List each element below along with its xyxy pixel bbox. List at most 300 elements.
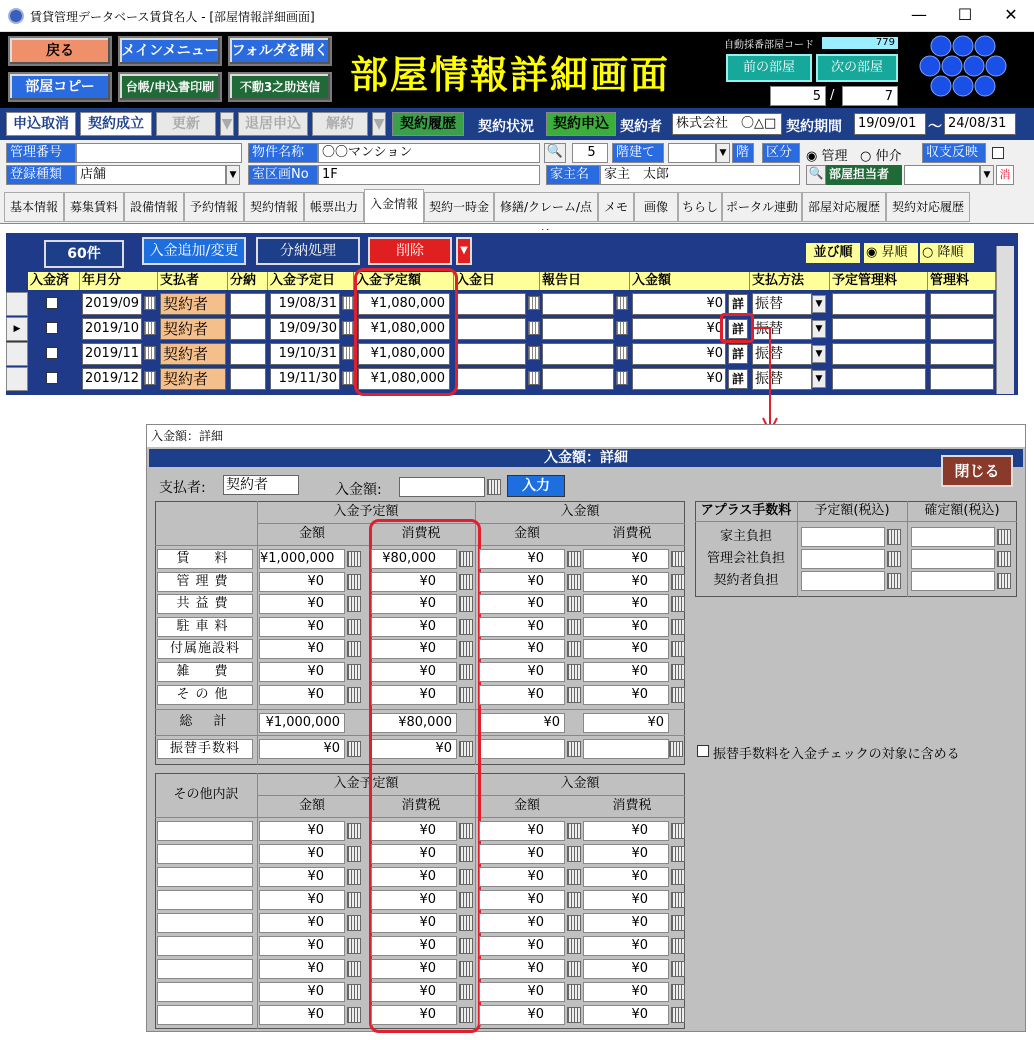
calculator-icon[interactable]	[459, 846, 473, 862]
calendar-icon[interactable]	[616, 346, 628, 360]
search-icon[interactable]: 🔍	[806, 165, 826, 185]
paid-amount[interactable]: ¥0	[632, 368, 726, 390]
calendar-icon[interactable]	[342, 346, 354, 360]
amount-field[interactable]: ¥0	[479, 594, 565, 614]
calendar-icon[interactable]	[144, 346, 156, 360]
calculator-icon[interactable]	[459, 574, 473, 590]
amount-field[interactable]: ¥0	[583, 572, 669, 592]
calculator-icon[interactable]	[671, 938, 685, 954]
split-cell[interactable]	[230, 343, 266, 365]
calculator-icon[interactable]	[347, 961, 361, 977]
tab-payment[interactable]: 入金情報	[364, 189, 424, 223]
due-date[interactable]: 19/08/31	[270, 293, 340, 315]
calendar-icon[interactable]	[144, 296, 156, 310]
radio-manage[interactable]: ◉ 管理	[806, 149, 848, 164]
report-date[interactable]	[542, 343, 614, 365]
payment-method[interactable]: 振替	[752, 318, 812, 340]
calculator-icon[interactable]	[671, 961, 685, 977]
amount-field[interactable]: ¥0	[259, 662, 345, 682]
amount-field[interactable]: ¥0	[479, 549, 565, 569]
calculator-icon[interactable]	[997, 573, 1011, 589]
planned-fee[interactable]	[832, 368, 926, 390]
calculator-icon[interactable]	[347, 984, 361, 1000]
calculator-icon[interactable]	[347, 823, 361, 839]
amount-field[interactable]: ¥0	[259, 867, 345, 887]
amount-field[interactable]: ¥0	[583, 594, 669, 614]
open-folder-button[interactable]: フォルダを開く	[228, 36, 332, 66]
calculator-icon[interactable]	[347, 741, 361, 757]
amount-field[interactable]: ¥0	[479, 867, 565, 887]
paid-date[interactable]	[456, 343, 526, 365]
calculator-icon[interactable]	[459, 915, 473, 931]
calendar-icon[interactable]	[528, 321, 540, 335]
calculator-icon[interactable]	[347, 869, 361, 885]
calendar-icon[interactable]	[144, 321, 156, 335]
calculator-icon[interactable]	[567, 915, 581, 931]
calculator-icon[interactable]	[671, 551, 685, 567]
amount-field[interactable]: ¥0	[583, 913, 669, 933]
split-cell[interactable]	[230, 368, 266, 390]
calendar-icon[interactable]	[616, 296, 628, 310]
tab-room-history[interactable]: 部屋対応履歴	[802, 192, 886, 222]
chevron-down-icon[interactable]: ▼	[812, 320, 826, 338]
aplus-fixed-field[interactable]	[911, 549, 995, 569]
chevron-down-icon[interactable]: ▼	[226, 165, 240, 185]
input-button[interactable]: 入力	[507, 475, 565, 497]
split-cell[interactable]	[230, 293, 266, 315]
fee[interactable]	[930, 343, 994, 365]
calculator-icon[interactable]	[671, 619, 685, 635]
amount-field[interactable]: ¥0	[583, 982, 669, 1002]
amount-field[interactable]: ¥0	[479, 662, 565, 682]
amount-field[interactable]: ¥0	[371, 662, 457, 682]
room-no-input[interactable]: 1F	[318, 165, 540, 185]
calculator-icon[interactable]	[347, 915, 361, 931]
fee-paid-tax[interactable]	[583, 739, 669, 759]
fee[interactable]	[930, 293, 994, 315]
planned-fee[interactable]	[832, 343, 926, 365]
amount-field[interactable]: ¥0	[583, 821, 669, 841]
contract-history-button[interactable]: 契約履歴	[392, 112, 464, 136]
calculator-icon[interactable]	[347, 596, 361, 612]
year-month[interactable]: 2019/11	[82, 343, 142, 365]
other-name-field[interactable]	[157, 890, 253, 910]
calculator-icon[interactable]	[567, 869, 581, 885]
amount-input[interactable]	[399, 477, 485, 497]
calculator-icon[interactable]	[997, 551, 1011, 567]
amount-field[interactable]: ¥0	[371, 594, 457, 614]
other-name-field[interactable]	[157, 821, 253, 841]
calculator-icon[interactable]	[347, 687, 361, 703]
split-cell[interactable]	[230, 318, 266, 340]
calculator-icon[interactable]	[459, 938, 473, 954]
calculator-icon[interactable]	[567, 892, 581, 908]
close-window-button[interactable]: ✕	[1004, 5, 1018, 24]
payment-method[interactable]: 振替	[752, 368, 812, 390]
fee[interactable]	[930, 318, 994, 340]
amount-field[interactable]: ¥1,000,000	[259, 549, 345, 569]
detail-button[interactable]: 詳	[728, 344, 748, 364]
amount-field[interactable]: ¥0	[259, 639, 345, 659]
amount-field[interactable]: ¥0	[371, 685, 457, 705]
amount-field[interactable]: ¥0	[371, 617, 457, 637]
floor-select[interactable]	[668, 143, 716, 163]
calendar-icon[interactable]	[144, 371, 156, 385]
tab-memo[interactable]: メモ	[598, 192, 634, 222]
year-month[interactable]: 2019/12	[82, 368, 142, 390]
planned-amount[interactable]: ¥1,080,000	[358, 318, 450, 340]
tab-images[interactable]: 画像	[634, 192, 678, 222]
payment-method[interactable]: 振替	[752, 343, 812, 365]
due-date[interactable]: 19/09/30	[270, 318, 340, 340]
update-button[interactable]: 更新	[156, 112, 216, 136]
payment-method[interactable]: 振替	[752, 293, 812, 315]
detail-button[interactable]: 詳	[728, 319, 748, 339]
staff-select[interactable]	[904, 165, 980, 185]
calculator-icon[interactable]	[459, 984, 473, 1000]
update-dropdown-icon[interactable]: ▼	[220, 112, 234, 136]
sort-asc-radio[interactable]: ◉ 昇順	[864, 243, 918, 263]
aplus-plan-field[interactable]	[801, 571, 885, 591]
floors-input[interactable]: 5	[572, 143, 608, 163]
amount-field[interactable]: ¥0	[479, 685, 565, 705]
calculator-icon[interactable]	[567, 664, 581, 680]
tab-contract-history[interactable]: 契約対応履歴	[886, 192, 970, 222]
paid-date[interactable]	[456, 318, 526, 340]
row-selector[interactable]	[6, 292, 28, 316]
paid-checkbox[interactable]	[46, 372, 58, 384]
year-month[interactable]: 2019/10	[82, 318, 142, 340]
cancel-contract-button[interactable]: 解約	[312, 112, 368, 136]
calculator-icon[interactable]	[567, 984, 581, 1000]
calculator-icon[interactable]	[459, 619, 473, 635]
tab-equipment[interactable]: 設備情報	[124, 192, 184, 222]
chevron-down-icon[interactable]: ▼	[980, 165, 994, 185]
search-icon[interactable]: 🔍	[544, 143, 566, 163]
maximize-button[interactable]: ☐	[957, 5, 973, 24]
calendar-icon[interactable]	[528, 346, 540, 360]
calculator-icon[interactable]	[671, 892, 685, 908]
amount-field[interactable]: ¥0	[479, 617, 565, 637]
amount-field[interactable]: ¥0	[371, 959, 457, 979]
calculator-icon[interactable]	[567, 619, 581, 635]
copy-room-button[interactable]: 部屋コピー	[8, 72, 112, 102]
amount-field[interactable]: ¥0	[259, 959, 345, 979]
tab-basic[interactable]: 基本情報	[4, 192, 64, 222]
calculator-icon[interactable]	[567, 574, 581, 590]
paid-amount[interactable]: ¥0	[632, 343, 726, 365]
owner-input[interactable]: 家主 太郎	[600, 165, 800, 185]
amount-field[interactable]: ¥0	[479, 1005, 565, 1025]
calculator-icon[interactable]	[671, 664, 685, 680]
amount-field[interactable]: ¥0	[583, 959, 669, 979]
amount-field[interactable]: ¥0	[371, 867, 457, 887]
aplus-fixed-field[interactable]	[911, 527, 995, 547]
calculator-icon[interactable]	[567, 641, 581, 657]
calculator-icon[interactable]	[567, 961, 581, 977]
aplus-plan-field[interactable]	[801, 527, 885, 547]
calculator-icon[interactable]	[671, 869, 685, 885]
amount-field[interactable]: ¥0	[371, 890, 457, 910]
row-selector[interactable]	[6, 367, 28, 391]
amount-field[interactable]: ¥0	[479, 639, 565, 659]
amount-field[interactable]: ¥0	[583, 549, 669, 569]
split-button[interactable]: 分納処理	[256, 237, 360, 265]
calendar-icon[interactable]	[342, 321, 354, 335]
report-date[interactable]	[542, 318, 614, 340]
amount-field[interactable]: ¥0	[259, 1005, 345, 1025]
aplus-fixed-field[interactable]	[911, 571, 995, 591]
chevron-down-icon[interactable]: ▼	[812, 370, 826, 388]
calendar-icon[interactable]	[616, 371, 628, 385]
planned-amount[interactable]: ¥1,080,000	[358, 368, 450, 390]
amount-field[interactable]: ¥0	[259, 890, 345, 910]
calculator-icon[interactable]	[487, 479, 501, 495]
paid-amount[interactable]: ¥0	[632, 293, 726, 315]
tab-rent[interactable]: 募集賃料	[64, 192, 124, 222]
planned-fee[interactable]	[832, 293, 926, 315]
calculator-icon[interactable]	[671, 596, 685, 612]
amount-field[interactable]: ¥0	[583, 639, 669, 659]
tab-forms[interactable]: 帳票出力	[304, 192, 364, 222]
main-menu-button[interactable]: メインメニュー	[118, 36, 222, 66]
calculator-icon[interactable]	[671, 1007, 685, 1023]
chevron-down-icon[interactable]: ▼	[812, 345, 826, 363]
amount-field[interactable]: ¥0	[371, 639, 457, 659]
report-date[interactable]	[542, 293, 614, 315]
amount-field[interactable]: ¥0	[479, 936, 565, 956]
add-change-button[interactable]: 入金追加/変更	[142, 237, 246, 265]
tab-reservation[interactable]: 予約情報	[184, 192, 244, 222]
mgmt-no-input[interactable]	[76, 143, 242, 163]
amount-field[interactable]: ¥0	[479, 959, 565, 979]
due-date[interactable]: 19/10/31	[270, 343, 340, 365]
report-date[interactable]	[542, 368, 614, 390]
amount-field[interactable]: ¥80,000	[371, 549, 457, 569]
calculator-icon[interactable]	[567, 741, 581, 757]
planned-amount[interactable]: ¥1,080,000	[358, 343, 450, 365]
calendar-icon[interactable]	[342, 371, 354, 385]
calculator-icon[interactable]	[671, 823, 685, 839]
amount-field[interactable]: ¥0	[479, 844, 565, 864]
calculator-icon[interactable]	[887, 529, 901, 545]
calculator-icon[interactable]	[347, 846, 361, 862]
calculator-icon[interactable]	[347, 641, 361, 657]
tab-deposit[interactable]: 契約一時金	[424, 192, 494, 222]
tab-portal[interactable]: ポータル連動	[722, 192, 802, 222]
amount-field[interactable]: ¥0	[371, 1005, 457, 1025]
amount-field[interactable]: ¥0	[371, 844, 457, 864]
detail-button[interactable]: 詳	[728, 294, 748, 314]
paid-checkbox[interactable]	[46, 297, 58, 309]
sort-desc-radio[interactable]: ○ 降順	[920, 243, 974, 263]
amount-field[interactable]: ¥0	[259, 617, 345, 637]
calculator-icon[interactable]	[567, 938, 581, 954]
calculator-icon[interactable]	[347, 938, 361, 954]
calculator-icon[interactable]	[347, 664, 361, 680]
calculator-icon[interactable]	[567, 823, 581, 839]
col-amount: 金額	[513, 526, 540, 541]
amount-field[interactable]: ¥0	[583, 662, 669, 682]
amount-field[interactable]: ¥0	[583, 617, 669, 637]
amount-field[interactable]: ¥0	[583, 844, 669, 864]
year-month[interactable]: 2019/09	[82, 293, 142, 315]
calculator-icon[interactable]	[459, 869, 473, 885]
paid-checkbox[interactable]	[46, 347, 58, 359]
calculator-icon[interactable]	[459, 641, 473, 657]
planned-amount[interactable]: ¥1,080,000	[358, 293, 450, 315]
other-name-field[interactable]	[157, 867, 253, 887]
calculator-icon[interactable]	[459, 892, 473, 908]
chevron-down-icon[interactable]: ▼	[812, 295, 826, 313]
calculator-icon[interactable]	[459, 687, 473, 703]
amount-field[interactable]: ¥0	[371, 913, 457, 933]
detail-button[interactable]: 詳	[728, 369, 748, 389]
calculator-icon[interactable]	[671, 574, 685, 590]
amount-field[interactable]: ¥0	[371, 572, 457, 592]
calculator-icon[interactable]	[459, 596, 473, 612]
calculator-icon[interactable]	[459, 823, 473, 839]
radio-broker[interactable]: ○ 仲介	[860, 149, 902, 164]
amount-field[interactable]: ¥0	[583, 1005, 669, 1025]
other-name-field[interactable]	[157, 936, 253, 956]
delete-dropdown-icon[interactable]: ▼	[456, 237, 472, 265]
minimize-button[interactable]: —	[911, 5, 927, 24]
amount-field[interactable]: ¥0	[259, 844, 345, 864]
calculator-icon[interactable]	[459, 664, 473, 680]
amount-field[interactable]: ¥0	[259, 594, 345, 614]
close-button[interactable]: 閉じる	[941, 455, 1013, 487]
amount-field[interactable]: ¥0	[583, 936, 669, 956]
calculator-icon[interactable]	[567, 551, 581, 567]
delete-button[interactable]: 削除	[368, 237, 452, 265]
dialog-title: 入金額：詳細	[147, 425, 1025, 447]
cancel-application-button[interactable]: 申込取消	[6, 112, 76, 136]
calculator-icon[interactable]	[669, 741, 683, 757]
amount-field[interactable]: ¥0	[583, 685, 669, 705]
calculator-icon[interactable]	[567, 846, 581, 862]
calculator-icon[interactable]	[347, 1007, 361, 1023]
fee[interactable]	[930, 368, 994, 390]
aplus-row-label: 家主負担	[719, 529, 772, 544]
calculator-icon[interactable]	[887, 573, 901, 589]
calendar-icon[interactable]	[342, 296, 354, 310]
calculator-icon[interactable]	[347, 619, 361, 635]
paid-checkbox[interactable]	[46, 322, 58, 334]
chevron-down-icon[interactable]: ▼	[716, 143, 730, 163]
tab-repair[interactable]: 修繕/クレーム/点	[494, 192, 598, 222]
amount-field[interactable]: ¥0	[371, 821, 457, 841]
fee-paid[interactable]	[479, 739, 565, 759]
amount-field[interactable]: ¥0	[259, 913, 345, 933]
amount-field[interactable]: ¥0	[259, 936, 345, 956]
calculator-icon[interactable]	[671, 915, 685, 931]
amount-field[interactable]: ¥0	[479, 572, 565, 592]
calculator-icon[interactable]	[459, 961, 473, 977]
fee-check-checkbox[interactable]	[697, 745, 709, 757]
calculator-icon[interactable]	[671, 846, 685, 862]
reg-type-select[interactable]: 店舗	[76, 165, 226, 185]
contract-done-button[interactable]: 契約成立	[80, 112, 152, 136]
col-header: 支払方法	[750, 272, 830, 290]
calculator-icon[interactable]	[567, 1007, 581, 1023]
calculator-icon[interactable]	[567, 596, 581, 612]
calculator-icon[interactable]	[567, 687, 581, 703]
calculator-icon[interactable]	[671, 984, 685, 1000]
calculator-icon[interactable]	[459, 1007, 473, 1023]
auto-code-value: 779	[822, 37, 898, 49]
calculator-icon[interactable]	[671, 687, 685, 703]
amount-field[interactable]: ¥0	[371, 982, 457, 1002]
aplus-plan-field[interactable]	[801, 549, 885, 569]
tab-flyer[interactable]: ちらし	[678, 192, 722, 222]
cancel-dropdown-icon[interactable]: ▼	[372, 112, 386, 136]
col-tax: 消費税	[612, 526, 652, 541]
amount-field[interactable]: ¥0	[479, 821, 565, 841]
print-ledger-button[interactable]: 台帳/申込書印刷	[118, 72, 222, 102]
calculator-icon[interactable]	[887, 551, 901, 567]
move-out-button[interactable]: 退居申込	[238, 112, 308, 136]
other-name-field[interactable]	[157, 982, 253, 1002]
amount-field[interactable]: ¥0	[583, 890, 669, 910]
other-name-field[interactable]	[157, 959, 253, 979]
amount-field[interactable]: ¥0	[259, 572, 345, 592]
amount-field[interactable]: ¥0	[259, 821, 345, 841]
calendar-icon[interactable]	[616, 321, 628, 335]
clear-staff-button[interactable]: 消	[996, 165, 1014, 185]
row-selector[interactable]	[6, 342, 28, 366]
income-checkbox[interactable]	[992, 147, 1004, 159]
calculator-icon[interactable]	[459, 551, 473, 567]
send-fudosan-button[interactable]: 不動3之助送信	[228, 72, 332, 102]
planned-fee[interactable]	[832, 318, 926, 340]
amount-field[interactable]: ¥0	[479, 913, 565, 933]
fee-amount[interactable]: ¥0	[259, 739, 345, 759]
property-input[interactable]: 〇〇マンション	[318, 143, 540, 163]
paid-amount[interactable]: ¥0	[632, 318, 726, 340]
paid-date[interactable]	[456, 368, 526, 390]
paid-date[interactable]	[456, 293, 526, 315]
back-button[interactable]: 戻る	[8, 36, 112, 66]
other-name-field[interactable]	[157, 1005, 253, 1025]
calculator-icon[interactable]	[997, 529, 1011, 545]
radio-manage-label: 管理	[821, 149, 848, 164]
amount-field[interactable]: ¥0	[583, 867, 669, 887]
calculator-icon[interactable]	[671, 641, 685, 657]
calculator-icon[interactable]	[347, 574, 361, 590]
fee-tax[interactable]: ¥0	[371, 739, 457, 759]
amount-field[interactable]: ¥0	[479, 890, 565, 910]
next-room-button[interactable]: 次の部屋	[816, 54, 898, 82]
other-name-field[interactable]	[157, 844, 253, 864]
tab-contract[interactable]: 契約情報	[244, 192, 304, 222]
prev-room-button[interactable]: 前の部屋	[726, 54, 812, 82]
amount-field[interactable]: ¥0	[371, 936, 457, 956]
total-amount: ¥1,000,000	[259, 713, 345, 733]
calendar-icon[interactable]	[528, 371, 540, 385]
row-selector[interactable]: ▶	[6, 317, 28, 341]
calculator-icon[interactable]	[347, 892, 361, 908]
row-label: 雑 費	[157, 662, 253, 682]
grid-scrollbar[interactable]	[996, 246, 1014, 394]
calculator-icon[interactable]	[347, 551, 361, 567]
due-date[interactable]: 19/11/30	[270, 368, 340, 390]
calendar-icon[interactable]	[528, 296, 540, 310]
amount-field[interactable]: ¥0	[259, 982, 345, 1002]
amount-field[interactable]: ¥0	[479, 982, 565, 1002]
amount-field[interactable]: ¥0	[259, 685, 345, 705]
other-name-field[interactable]	[157, 913, 253, 933]
